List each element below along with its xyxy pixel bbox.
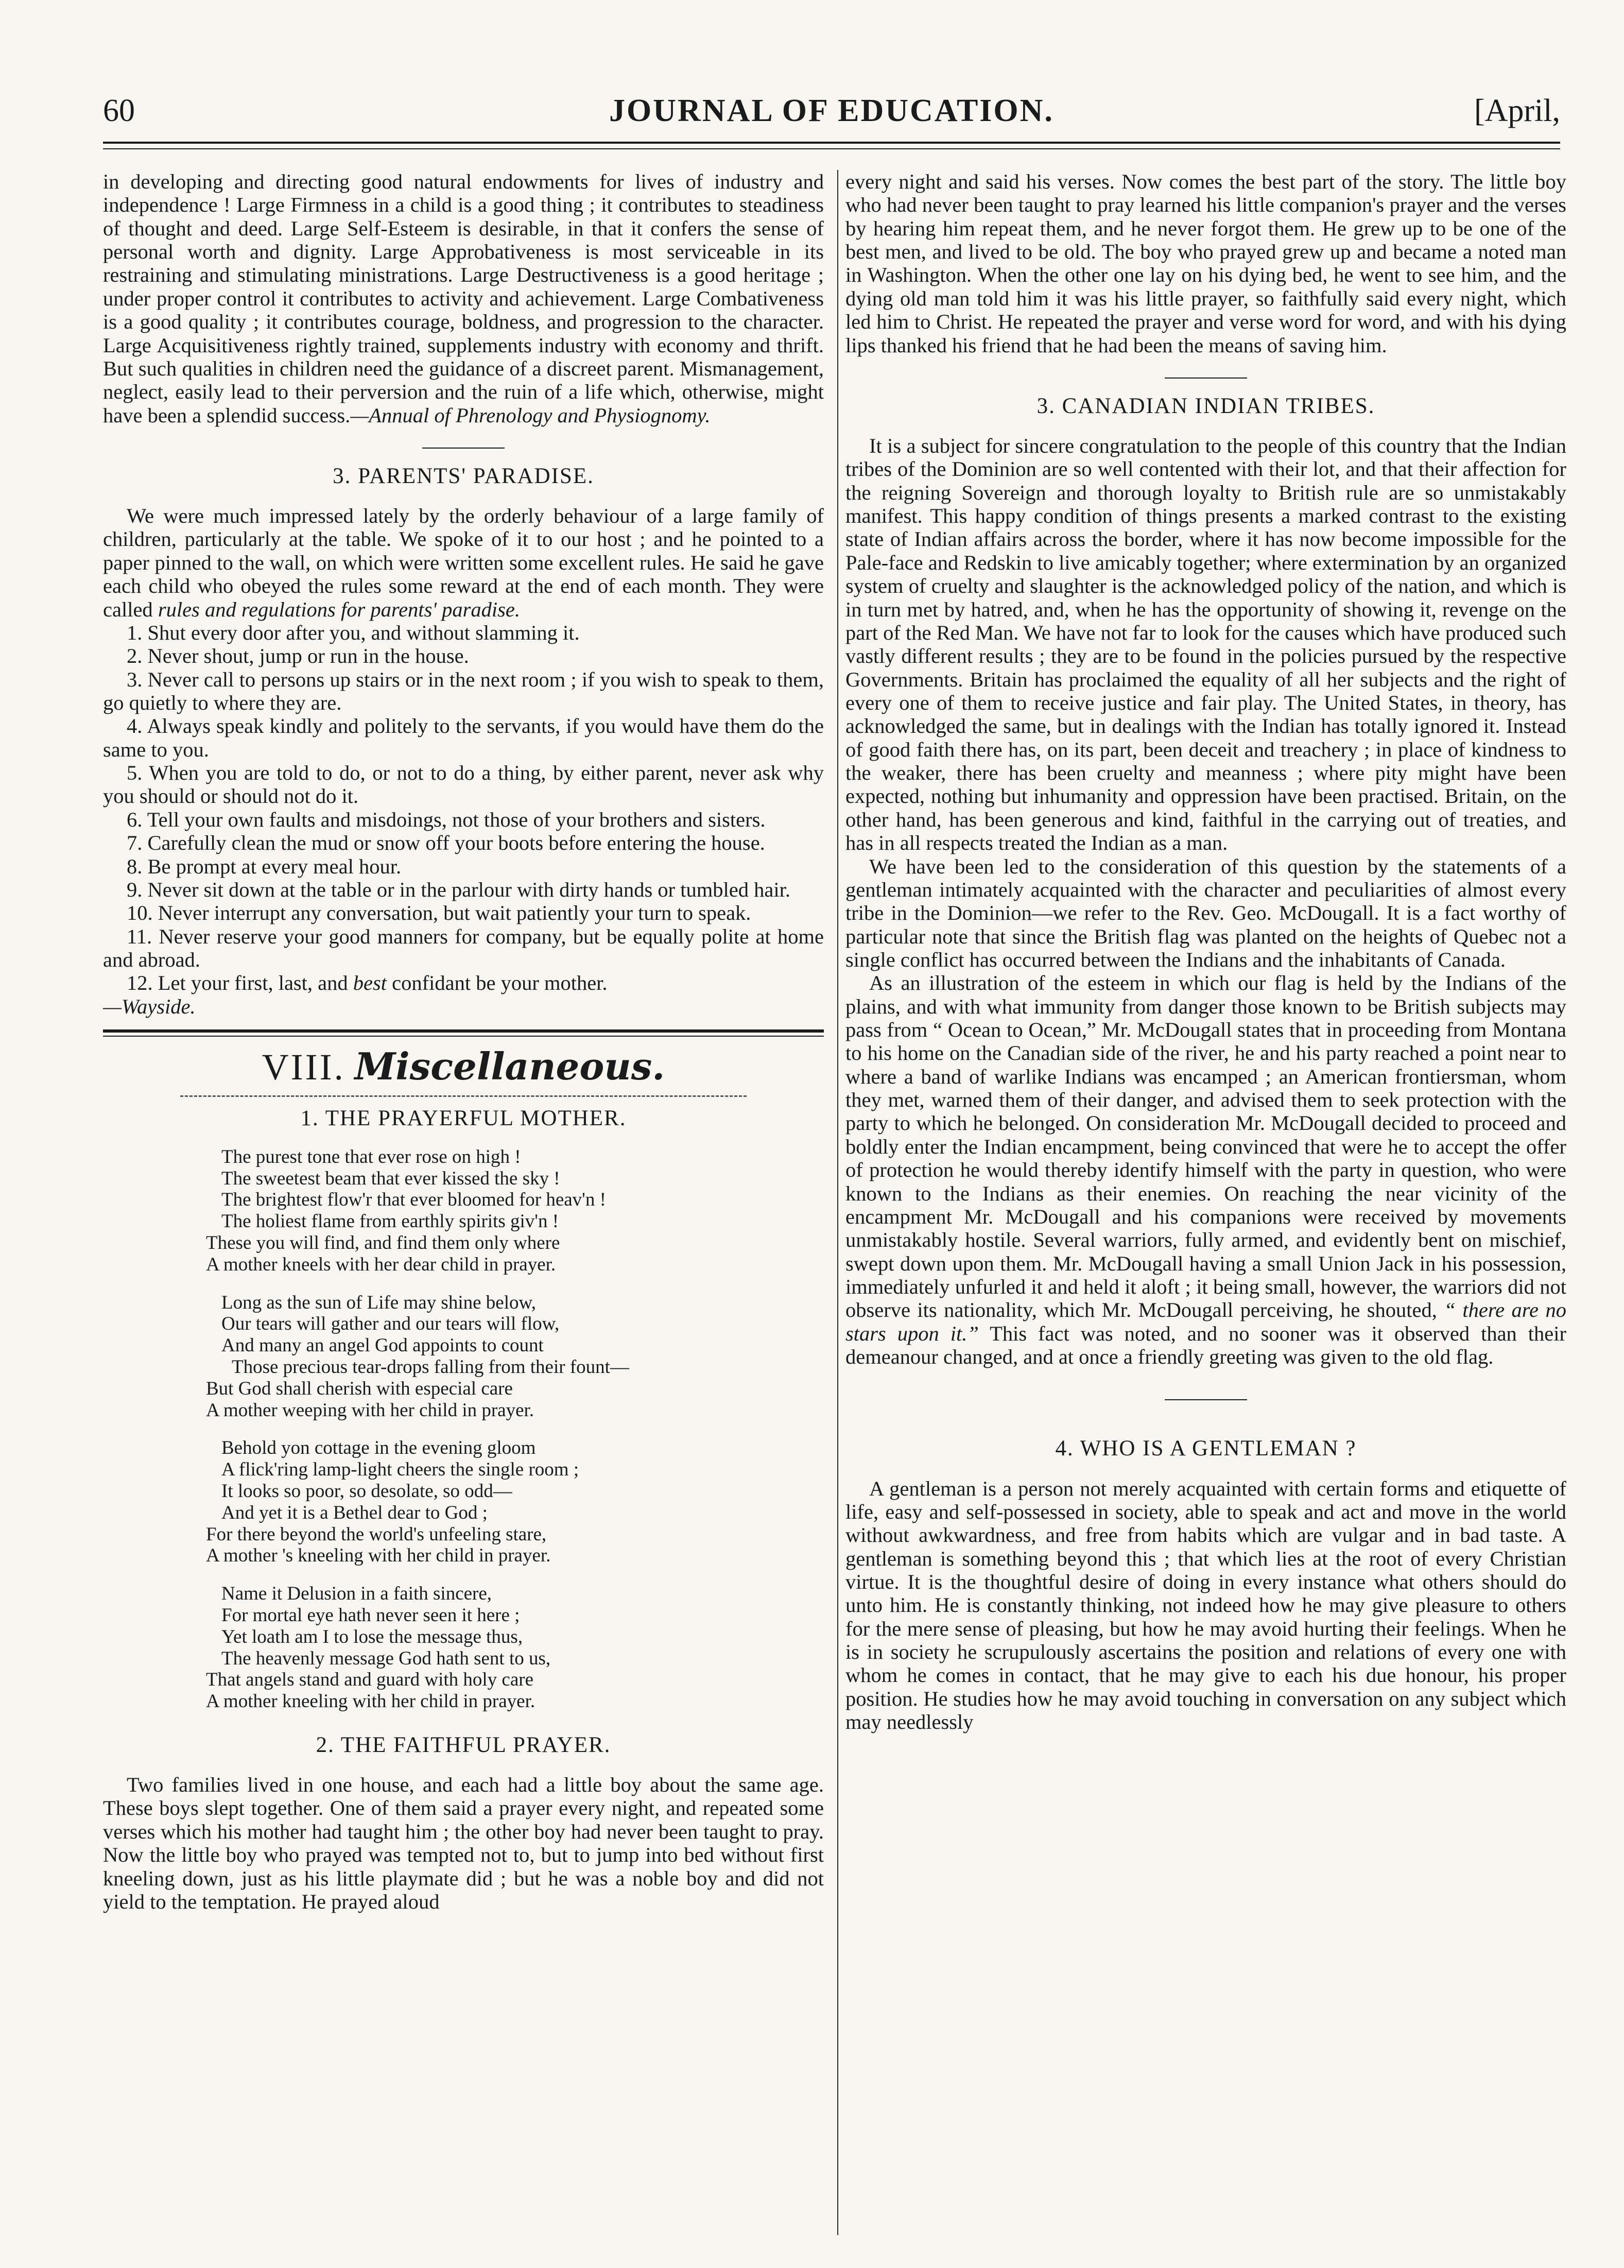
section-rule-thin <box>103 1036 824 1037</box>
poem-line: It looks so poor, so desolate, so odd— <box>221 1480 512 1502</box>
rules-list <box>103 621 824 995</box>
section-separator <box>1165 1399 1247 1400</box>
rule-item: 2. Never shout, jump or run in the house. <box>127 644 469 668</box>
poem-line: A mother weeping with her child in prayer. <box>206 1399 534 1421</box>
miscellaneous-section-title <box>103 1046 824 1088</box>
rule-item: 9. Never sit down at the table or in the parlour with dirty hands or tumbled hair. <box>127 878 790 901</box>
rule-item: 11. Never reserve your good manners for company, but be equally polite at home and abroad. <box>103 924 824 971</box>
poem-line: For there beyond the world's unfeeling stare, <box>206 1523 547 1545</box>
poem-line: The sweetest beam that ever kissed the sky ! <box>221 1167 560 1189</box>
left-column <box>103 170 824 1913</box>
poem-stanza <box>103 1583 824 1712</box>
phrenology-source: —Annual of Phrenology and Physiognomy. <box>350 403 711 427</box>
right-column <box>845 170 1566 1734</box>
poem-line: That angels stand and guard with holy care <box>206 1669 533 1691</box>
poem-line: The purest tone that ever rose on high ! <box>221 1146 521 1167</box>
wavy-rule <box>180 1095 747 1097</box>
rule-item-12: 12. Let your first, last, and best confidant be your mother. <box>127 971 608 995</box>
parents-paradise-heading: 3. PARENTS' PARADISE. <box>333 463 594 488</box>
faithful-prayer-paragraph: Two families lived in one house, and each had a little boy about the same age. These boys slept together. One of them said a prayer every night, and repeated some verses which his mother had taught him ; the other boy had never been taught to pray. Now the little boy who prayed was tempted not to, but to jump into bed without first kneeling down, just as his little playmate did ; but he was a noble boy and did not yield to the temptation. He prayed aloud <box>103 1773 824 1913</box>
issue-label: [April, <box>1474 93 1560 128</box>
rule-item: 7. Carefully clean the mud or snow off your boots before entering the house. <box>127 831 765 855</box>
header-rule-thin <box>103 148 1560 149</box>
section-number: VIII. <box>262 1046 345 1088</box>
poem-line: A mother 's kneeling with her child in prayer. <box>206 1545 551 1567</box>
section-separator <box>422 448 505 449</box>
rule-item: 5. When you are told to do, or not to do a thing, by either parent, never ask why you should or should not do it. <box>103 761 824 808</box>
poem-line: Long as the sun of Life may shine below, <box>221 1292 537 1313</box>
poem-line: Behold yon cottage in the evening gloom <box>221 1437 536 1459</box>
canadian-paragraph-3: As an illustration of the esteem in which our flag is held by the Indians of the plains, and with what immunity from danger those known to be British subjects may pass from “ Ocean to Ocean,” Mr. McDougall states that in proceeding from Montana to his home on the Canadian side of the river, he and his party reached a point near to where a band of warlike Indians was encamped ; an American frontiersman, whom they met, warned them of their danger, and advised them to seek protection with the party to which he belonged. On consideration Mr. McDougall decided to proceed and boldly enter the Indian encampment, being convinced that were he to accept the offer of protection he would thereby identify himself with the party in question, who were known to the Indians as their enemies. On reaching the near vicinity of the encampment Mr. McDougall and his companions were received by movements unmistakably hostile. Several warriors, fully armed, and evidently bent on mischief, swept down upon them. Mr. McDougall having a small Union Jack in his possession, immediately unfurled it and held it aloft ; it being small, however, the warriors did not observe its nationality, which Mr. McDougall perceiving, he shouted, “ there are no stars upon it.” This fact was noted, and no sooner was it observed than their demeanour changed, and at once a friendly greeting was given to the old flag. <box>845 971 1566 1369</box>
poem-line: But God shall cherish with especial care <box>206 1378 513 1399</box>
poem-line: Yet loath am I to lose the message thus, <box>221 1626 523 1647</box>
poem-line: Those precious tear-drops falling from their fount— <box>232 1356 629 1378</box>
prayerful-mother-heading: 1. THE PRAYERFUL MOTHER. <box>300 1106 627 1130</box>
canadian-tribes-heading: 3. CANADIAN INDIAN TRIBES. <box>1036 393 1375 418</box>
canadian-paragraph-1: It is a subject for sincere congratulation to the people of this country that the Indian tribes of the Dominion are so well contented with their lot, and that their affection for the reigning Sovereign and thorough loyalty to British rule are so unmistakably manifest. This happy condition of things presents a marked contrast to the existing state of Indian affairs across the border, where it has now become impossible for the Pale-face and Redskin to live amicably together; where extermination by an organized system of cruelty and slaughter is the acknowledged policy of the nation, and which is in turn met by hatred, and, when he has the opportunity of showing it, revenge on the part of the Red Man. We have not far to look for the causes which have produced such vastly different results ; they are to be found in the policies pursued by the respective Governments. Britain has proclaimed the equality of all her subjects and the right of every one of them to receive justice and fair play. The United States, in theory, has acknowledged the same, but in dealings with the Indian has totally ignored it. Instead of good faith there has, on its part, been deceit and treachery ; in place of kindness to the weaker, there has been cruelty and meanness ; where pity might have been expected, nothing but inhumanity and oppression have been practised. Britain, on the other hand, has been generous and kind, faithful in the carrying out of treaties, and has in all respects treated the Indian as a man. <box>845 434 1566 855</box>
rule-item: 10. Never interrupt any conversation, but wait patiently your turn to speak. <box>127 901 751 925</box>
poem-line: The brightest flow'r that ever bloomed for heav'n ! <box>221 1189 606 1211</box>
gentleman-paragraph: A gentleman is a person not merely acquainted with certain forms and etiquette of life, easy and self-possessed in society, able to speak and act and move in the world without awkwardness, and free from habits which are vulgar and in bad taste. A gentleman is something beyond this ; that which lies at the root of every Christian virtue. It is the thoughtful desire of doing in every instance what others should do unto him. He is constantly thinking, not indeed how he may give pleasure to others for the mere sense of pleasing, but how he may avoid hurting their feelings. When he is in society he scrupulously ascertains the position and relations of every one with whom he comes in contact, that he may give to each his due honour, his proper position. He studies how he may avoid touching in conversation on any subject which may needlessly <box>845 1476 1566 1734</box>
rule-item: 6. Tell your own faults and misdoings, not those of your brothers and sisters. <box>127 807 766 831</box>
gentleman-heading: 4. WHO IS A GENTLEMAN ? <box>1055 1436 1357 1461</box>
poem-line: A mother kneels with her dear child in prayer. <box>206 1253 556 1275</box>
poem-stanza <box>103 1292 824 1421</box>
poem-line: Our tears will gather and our tears will flow, <box>221 1313 560 1335</box>
column-divider <box>837 170 838 2235</box>
poem-line: The heavenly message God hath sent to us, <box>221 1647 551 1669</box>
poem-line: For mortal eye hath never seen it here ; <box>221 1604 520 1626</box>
rule-item: 3. Never call to persons up stairs or in the next room ; if you wish to speak to them, go quietly to where they are. <box>103 667 824 714</box>
section-separator <box>1165 377 1247 379</box>
rule-item: 4. Always speak kindly and politely to the servants, if you would have them do the same to you. <box>103 714 824 761</box>
rule-item: 1. Shut every door after you, and without slamming it. <box>127 621 580 644</box>
poem <box>103 1146 824 1712</box>
poem-line: A mother kneeling with her child in prayer. <box>206 1691 535 1712</box>
poem-line: A flick'ring lamp-light cheers the single room ; <box>221 1459 579 1481</box>
parents-source: —Wayside. <box>103 994 196 1018</box>
poem-line: Name it Delusion in a faith sincere, <box>221 1583 492 1605</box>
page-header <box>103 93 1560 139</box>
section-rule-thick <box>103 1029 824 1033</box>
faithful-prayer-continued: every night and said his verses. Now comes the best part of the story. The little boy who had never been taught to pray learned his little companion's prayer and the verses by hearing him repeat them, and he never forgot them. He grew up to be one of the best men, and lived to be old. The boy who prayed grew up and became a noted man in Washington. When the other one lay on his dying bed, he went to see him, and the dying old man told him it was his little prayer, so faithfully said every night, which led him to Christ. He repeated the prayer and verse word for word, and with his dying lips thanked his friend that he had been the means of saving him. <box>845 170 1566 357</box>
poem-line: The holiest flame from earthly spirits giv'n ! <box>221 1211 559 1232</box>
phrenology-paragraph: in developing and directing good natural endowments for lives of industry and independence ! Large Firmness in a child is a good thing ; it contributes to steadiness of thought and deed. Large Self-Esteem is desirable, in that it confers the sense of personal worth and dignity. Large Approbativeness is most serviceable in its restraining and stimulating ministrations. Large Destructiveness is a good heritage ; under proper control it contributes to activity and achievement. Large Combativeness is a good quality ; it contributes courage, boldness, and progression to the character. Large Acquisitiveness rightly trained, supplements industry with economy and thrift. But such qualities in children need the guidance of a discreet parent. Mismanagement, neglect, easily lead to their perversion and the ruin of a life which, otherwise, might have been a splendid success.—Annual of Phrenology and Physiognomy. <box>103 170 824 427</box>
canadian-paragraph-2: We have been led to the consideration of this question by the statements of a gentleman intimately acquainted with the character and peculiarities of almost every tribe in the Dominion—we refer to the Rev. Geo. McDougall. It is a fact worthy of particular note that since the British flag was planted on the heights of Quebec not a single conflict has occurred between the Indians and the inhabitants of Canada. <box>845 854 1566 971</box>
section-name: Miscellaneous. <box>354 1044 665 1089</box>
journal-title: JOURNAL OF EDUCATION. <box>609 93 1054 128</box>
poem-line: And yet it is a Bethel dear to God ; <box>221 1502 488 1523</box>
poem-stanza <box>103 1437 824 1567</box>
parents-intro: We were much impressed lately by the orderly behaviour of a large family of children, particularly at the table. We spoke of it to our host ; and he pointed to a paper pinned to the wall, on which were written some excellent rules. He said he gave each child who obeyed the rules some reward at the end of each month. They were called rules and regulations for parents' paradise. <box>103 504 824 621</box>
page-number: 60 <box>103 93 135 128</box>
header-rule-thick <box>103 142 1560 144</box>
faithful-prayer-heading: 2. THE FAITHFUL PRAYER. <box>316 1732 611 1757</box>
poem-line: These you will find, and find them only where <box>206 1232 560 1253</box>
rule-item: 8. Be prompt at every meal hour. <box>127 854 402 878</box>
poem-line: And many an angel God appoints to count <box>221 1335 544 1356</box>
poem-stanza <box>103 1146 824 1276</box>
